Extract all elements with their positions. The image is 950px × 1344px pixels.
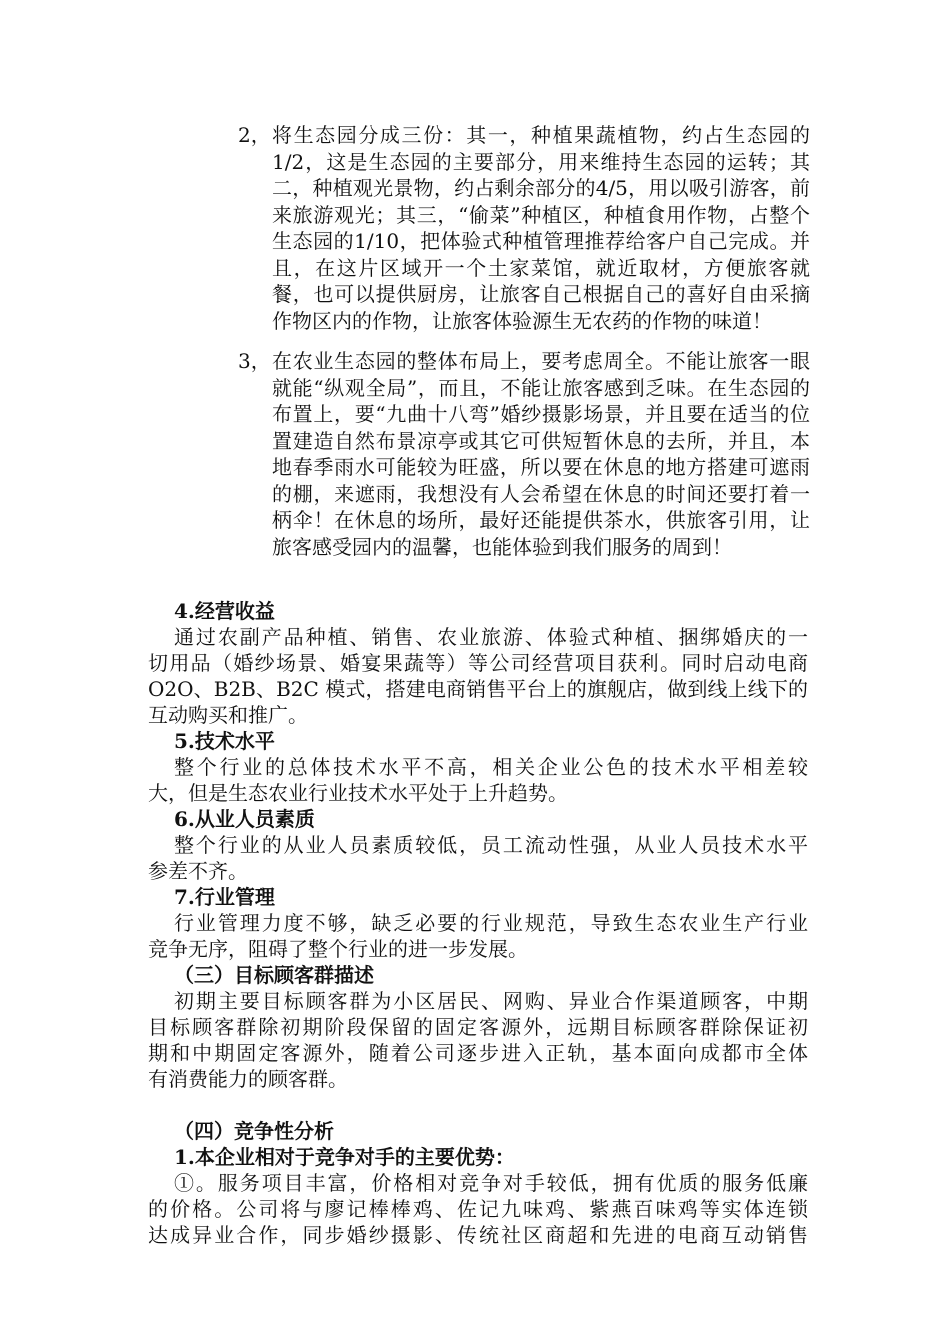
section-heading-management: 7.行业管理 [174, 885, 275, 909]
list-number: 2， [238, 123, 271, 147]
section-heading-revenue: 4.经营收益 [174, 599, 275, 623]
paragraph-line: 期和中期固定客源外，随着公司逐步进入正轨，基本面向成都市全体 [148, 1041, 808, 1065]
paragraph-line: O2O、B2B、B2C 模式，搭建电商销售平台上的旗舰店，做到线上线下的 [148, 677, 808, 701]
paragraph-line: 目标顾客群除初期阶段保留的固定客源外，远期目标顾客群除保证初 [148, 1015, 808, 1039]
paragraph-line: 有消费能力的顾客群。 [148, 1067, 348, 1091]
list-number: 3， [238, 349, 271, 373]
paragraph-line: 参差不齐。 [148, 859, 248, 883]
section-heading-target-customers: （三）目标顾客群描述 [174, 963, 374, 987]
section-heading-competition: （四）竞争性分析 [174, 1119, 334, 1143]
paragraph-line: 切用品（婚纱场景、婚宴果蔬等）等公司经营项目获利。同时启动电商 [148, 651, 808, 675]
paragraph-line: 竞争无序，阻碍了整个行业的进一步发展。 [148, 937, 528, 961]
paragraph-line: 整个行业的从业人员素质较低，员工流动性强，从业人员技术水平 [174, 833, 808, 857]
paragraph-line: 行业管理力度不够，缺乏必要的行业规范，导致生态农业生产行业 [174, 911, 808, 935]
paragraph-line: 整个行业的总体技术水平不高，相关企业公色的技术水平相差较 [174, 755, 808, 779]
paragraph-line: 通过农副产品种植、销售、农业旅游、体验式种植、捆绑婚庆的一 [174, 625, 808, 649]
section-heading-staff: 6.从业人员素质 [174, 807, 315, 831]
paragraph-line: 的价格。公司将与廖记棒棒鸡、佐记九味鸡、紫燕百味鸡等实体连锁 [148, 1197, 808, 1221]
section-heading-tech-level: 5.技术水平 [174, 729, 275, 753]
list-text: 在农业生态园的整体布局上，要考虑周全。不能让旅客一眼就能“纵观全局”，而且，不能让旅客感到乏味。在生态园的布置上，要“九曲十八弯”婚纱摄影场景，并且要在适当的位置建造自然布景凉亭或其它可供短暂休息的去所，并且，本地春季雨水可能较为旺盛，所以要在休息的地方搭建可遮雨的棚，来遮雨，我想没有人会希望在休息的时间还要打着一柄伞！在休息的场所，最好还能提供茶水，供旅客引用，让旅客感受园内的温馨，也能体验到我们服务的周到！ [272, 349, 810, 559]
paragraph-line: 互动购买和推广。 [148, 703, 308, 727]
list-text: 将生态园分成三份：其一，种植果蔬植物，约占生态园的1/2，这是生态园的主要部分，用来维持生态园的运转；其二，种植观光景物，约占剩余部分的4/5，用以吸引游客，前来旅游观光；其三，“偷菜”种植区，种植食用作物，占整个生态园的1/10，把体验式种植管理推荐给客户自己完成。并且，在这片区域开一个土家菜馆，就近取材，方便旅客就餐，也可以提供厨房，让旅客自己根据自己的喜好自由采摘作物区内的作物，让旅客体验源生无农药的作物的味道！ [272, 123, 810, 333]
list-item-2 [238, 122, 810, 334]
paragraph-line: 达成异业合作，同步婚纱摄影、传统社区商超和先进的电商互动销售 [148, 1223, 808, 1247]
subsection-heading-advantages: 1.本企业相对于竞争对手的主要优势： [174, 1145, 515, 1169]
paragraph-line: ①。服务项目丰富，价格相对竞争对手较低，拥有优质的服务低廉 [174, 1171, 808, 1195]
paragraph-line: 初期主要目标顾客群为小区居民、网购、异业合作渠道顾客，中期 [174, 989, 808, 1013]
list-item-3 [238, 348, 810, 560]
paragraph-line: 大，但是生态农业行业技术水平处于上升趋势。 [148, 781, 568, 805]
